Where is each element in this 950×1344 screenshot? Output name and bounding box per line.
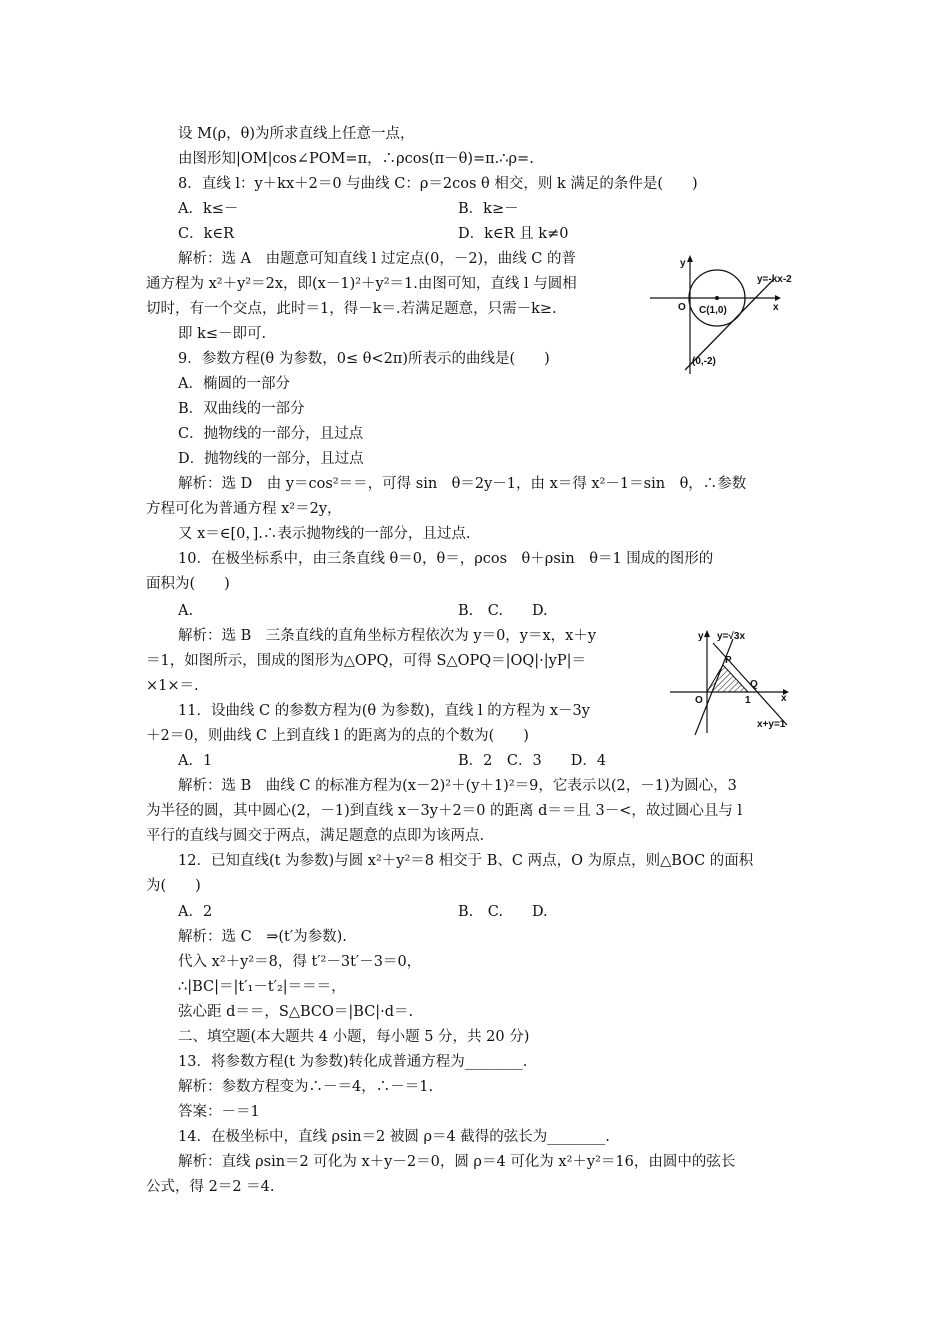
solution-text: ∴|BC|＝|t′₁－t′₂|＝＝＝， <box>178 979 346 995</box>
option: A．椭圆的一部分 <box>178 376 290 392</box>
origin-label: O <box>695 695 703 706</box>
question-14: 14．在极坐标中，直线 ρsin＝2 被圆 ρ＝4 截得的弦长为________. <box>178 1129 610 1145</box>
question-10: 面积为( ) <box>146 576 230 592</box>
solution-text: 又 x＝∈[0，].∴表示抛物线的一部分，且过点. <box>178 526 471 542</box>
solution-text: 弦心距 d＝＝，S△BCO＝|BC|·d＝. <box>178 1004 414 1020</box>
option: A．2 <box>178 904 213 920</box>
solution-text: 解析：选 A 由题意可知直线 l 过定点(0，－2)，曲线 C 的普 <box>178 251 577 267</box>
option: A. <box>178 603 194 619</box>
question-12: 12．已知直线(t 为参数)与圆 x²＋y²＝8 相交于 B、C 两点，O 为原点，则△BOC 的面积 <box>178 853 754 869</box>
solution-text: 即 k≤－即可. <box>178 326 267 342</box>
solution-text: ×1×＝. <box>146 678 199 694</box>
x-arrow <box>775 295 781 301</box>
y-arrow <box>687 255 693 262</box>
question-13: 13．将参数方程(t 为参数)转化成普通方程为________. <box>178 1054 528 1070</box>
center-label: C(1,0) <box>699 305 727 316</box>
solution-text: 通方程为 x²＋y²＝2x，即(x－1)²＋y²＝1.由图可知，直线 l 与圆相 <box>146 276 577 292</box>
line1-label: y=√3x <box>717 631 746 642</box>
question-9: 9．参数方程(θ 为参数，0≤ θ<2π)所表示的曲线是( ) <box>178 351 550 367</box>
one-label: 1 <box>745 695 751 706</box>
figure-circle-tangent <box>645 250 815 380</box>
y-label: y <box>698 631 704 642</box>
q-label: Q <box>750 679 758 690</box>
answer-text: 答案：－＝1 <box>178 1104 260 1120</box>
question-8: 8．直线 l：y＋kx＋2＝0 与曲线 C：ρ＝2cos θ 相交，则 k 满足的条件是( ) <box>178 176 698 192</box>
solution-text: 平行的直线与圆交于两点，满足题意的点即为该两点. <box>146 828 485 844</box>
option: A．k≤－ <box>178 201 239 217</box>
x-label: x <box>781 693 787 704</box>
solution-text: 解析：选 C ⇒(t′为参数). <box>178 929 347 945</box>
question-11: 11．设曲线 C 的参数方程为(θ 为参数)，直线 l 的方程为 x－3y <box>178 703 590 719</box>
solution-text: 解析：选 B 曲线 C 的标准方程为(x－2)²＋(y＋1)²＝9，它表示以(2，－1)为圆心，3 <box>178 778 737 794</box>
p-label: P <box>725 655 732 666</box>
option: B. C. D. <box>458 904 548 920</box>
solution-text: 解析：直线 ρsin＝2 可化为 x＋y－2＝0，圆 ρ＝4 可化为 x²＋y²＝16，由圆中的弦长 <box>178 1154 736 1170</box>
question-11: ＋2＝0，则曲线 C 上到直线 l 的距离为的点的个数为( ) <box>146 728 529 744</box>
option: B．双曲线的一部分 <box>178 401 305 417</box>
y-arrow <box>704 630 710 637</box>
solution-text: 解析：选 B 三条直线的直角坐标方程依次为 y＝0，y＝x，x＋y <box>178 628 597 644</box>
question-10: 10．在极坐标系中，由三条直线 θ＝0，θ＝，ρcos θ＋ρsin θ＝1 围成的图形的 <box>178 551 714 567</box>
figure-triangle-opq <box>665 625 805 740</box>
solution-text: 方程可化为普通方程 x²＝2y， <box>146 501 342 517</box>
solution-text: ＝1，如图所示，围成的图形为△OPQ，可得 S△OPQ＝|OQ|·|yP|＝ <box>146 653 587 669</box>
x-label: x <box>773 302 779 313</box>
solution-text: 解析：选 D 由 y＝cos²＝＝，可得 sin θ＝2y－1，由 x＝得 x²－1＝sin θ，∴参数 <box>178 476 747 492</box>
option: B．k≥－ <box>458 201 519 217</box>
question-12: 为( ) <box>146 878 201 894</box>
solution-text: 解析：参数方程变为∴－＝4，∴－＝1. <box>178 1079 434 1095</box>
solution-text: 公式，得 2＝2 ＝4. <box>146 1179 275 1195</box>
solution-text: 代入 x²＋y²＝8，得 t′²－3t′－3＝0， <box>178 954 422 970</box>
option: B．2 C．3 D．4 <box>458 753 607 769</box>
option: D．k∈R 且 k≠0 <box>458 226 569 242</box>
solution-text: 为半径的圆，其中圆心(2，－1)到直线 x－3y＋2＝0 的距离 d＝＝且 3－<，故过圆心且与 l <box>146 803 743 819</box>
line2-label: x+y=1 <box>757 719 786 730</box>
text-line: 由图形知|OM|cos∠POM=π，∴ρcos(π－θ)=π.∴ρ=. <box>178 151 534 167</box>
option: C．抛物线的一部分，且过点 <box>178 426 364 442</box>
line-label: y=-kx-2 <box>757 274 792 285</box>
section-heading: 二、填空题(本大题共 4 小题，每小题 5 分，共 20 分) <box>178 1029 530 1045</box>
center-dot <box>715 296 719 300</box>
origin-label: O <box>678 302 686 313</box>
text-line: 设 M(ρ，θ)为所求直线上任意一点， <box>178 126 415 142</box>
option: D．抛物线的一部分，且过点 <box>178 451 364 467</box>
y-label: y <box>680 258 686 269</box>
solution-text: 切时，有一个交点，此时＝1，得－k＝.若满足题意，只需－k≥. <box>146 301 557 317</box>
option: B. C. D. <box>458 603 548 619</box>
option: A．1 <box>178 753 213 769</box>
point-label: (0,-2) <box>692 356 716 367</box>
option: C．k∈R <box>178 226 235 242</box>
